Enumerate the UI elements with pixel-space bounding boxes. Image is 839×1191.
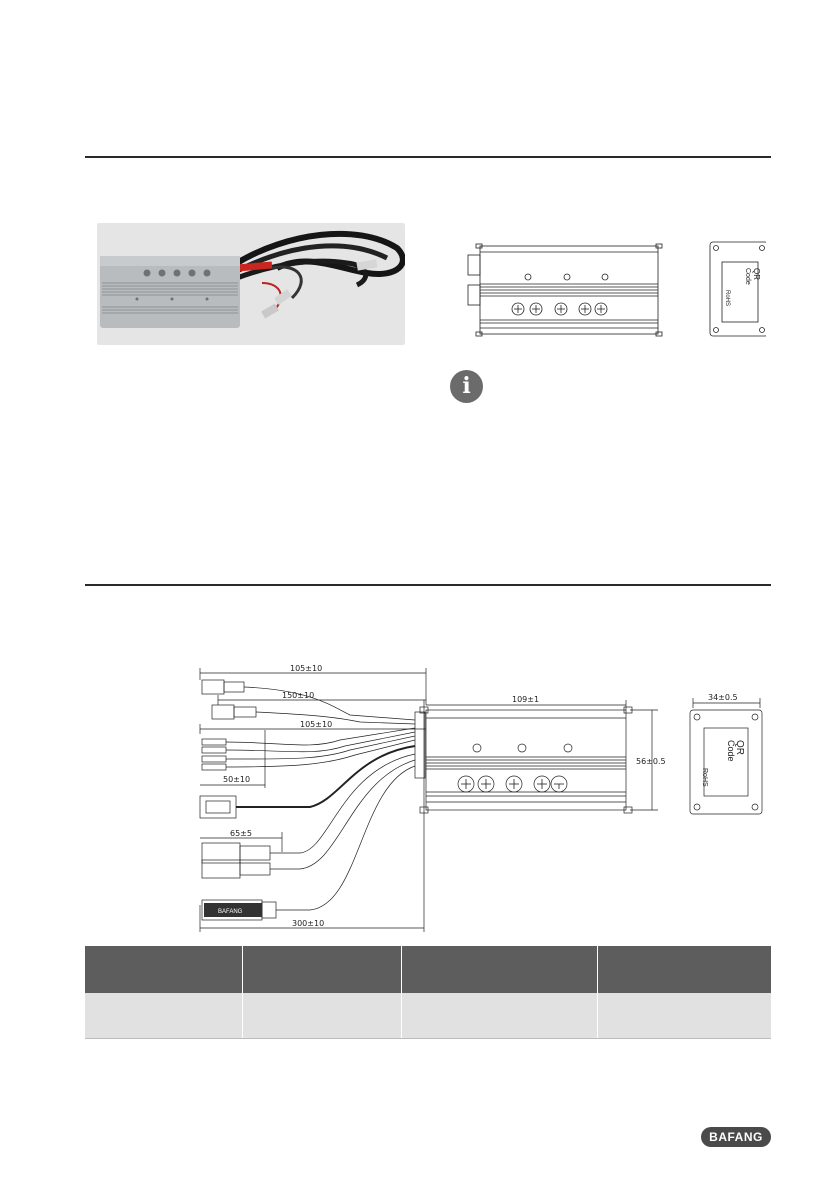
info-icon: i bbox=[450, 370, 483, 403]
dim-height: 56±0.5 bbox=[636, 757, 666, 766]
table-cell bbox=[597, 993, 771, 1039]
table-cell bbox=[401, 993, 597, 1039]
table-header-row bbox=[85, 946, 771, 993]
drawing-label-rohs: RoHS bbox=[701, 768, 708, 787]
table-cell bbox=[243, 993, 401, 1039]
controller-photo bbox=[97, 223, 405, 345]
drawing-top-label-qr: QR bbox=[752, 268, 761, 280]
dim-cable-a: 105±10 bbox=[290, 664, 323, 673]
controller-photo-image bbox=[97, 223, 405, 345]
dim-cable-d: 50±10 bbox=[223, 775, 251, 784]
dim-cable-c: 105±10 bbox=[300, 720, 333, 729]
section-divider-top bbox=[85, 156, 771, 158]
section-divider-middle bbox=[85, 584, 771, 586]
dimension-drawing bbox=[190, 660, 770, 935]
drawing-top-label-code: Code bbox=[744, 268, 751, 285]
table-header-cell bbox=[85, 946, 243, 993]
drawing-label-code: Code bbox=[726, 740, 736, 762]
controller-drawing-top bbox=[466, 240, 766, 340]
table-header-cell bbox=[597, 946, 771, 993]
dim-cable-b: 150±10 bbox=[282, 691, 315, 700]
table-cell bbox=[85, 993, 243, 1039]
bafang-logo: BAFANG bbox=[701, 1127, 771, 1147]
dim-length: 109±1 bbox=[512, 695, 540, 704]
drawing-label-qr: QR bbox=[734, 740, 745, 755]
connector-brand-label: BAFANG bbox=[218, 909, 243, 915]
drawing-top-label-rohs: RoHS bbox=[724, 290, 730, 307]
dim-cable-f: 300±10 bbox=[292, 919, 325, 928]
table-header-cell bbox=[401, 946, 597, 993]
dim-cable-e: 65±5 bbox=[230, 829, 252, 838]
table-header-cell bbox=[243, 946, 401, 993]
dim-width: 34±0.5 bbox=[708, 693, 738, 702]
spec-table bbox=[85, 946, 771, 1039]
table-row bbox=[85, 993, 771, 1039]
